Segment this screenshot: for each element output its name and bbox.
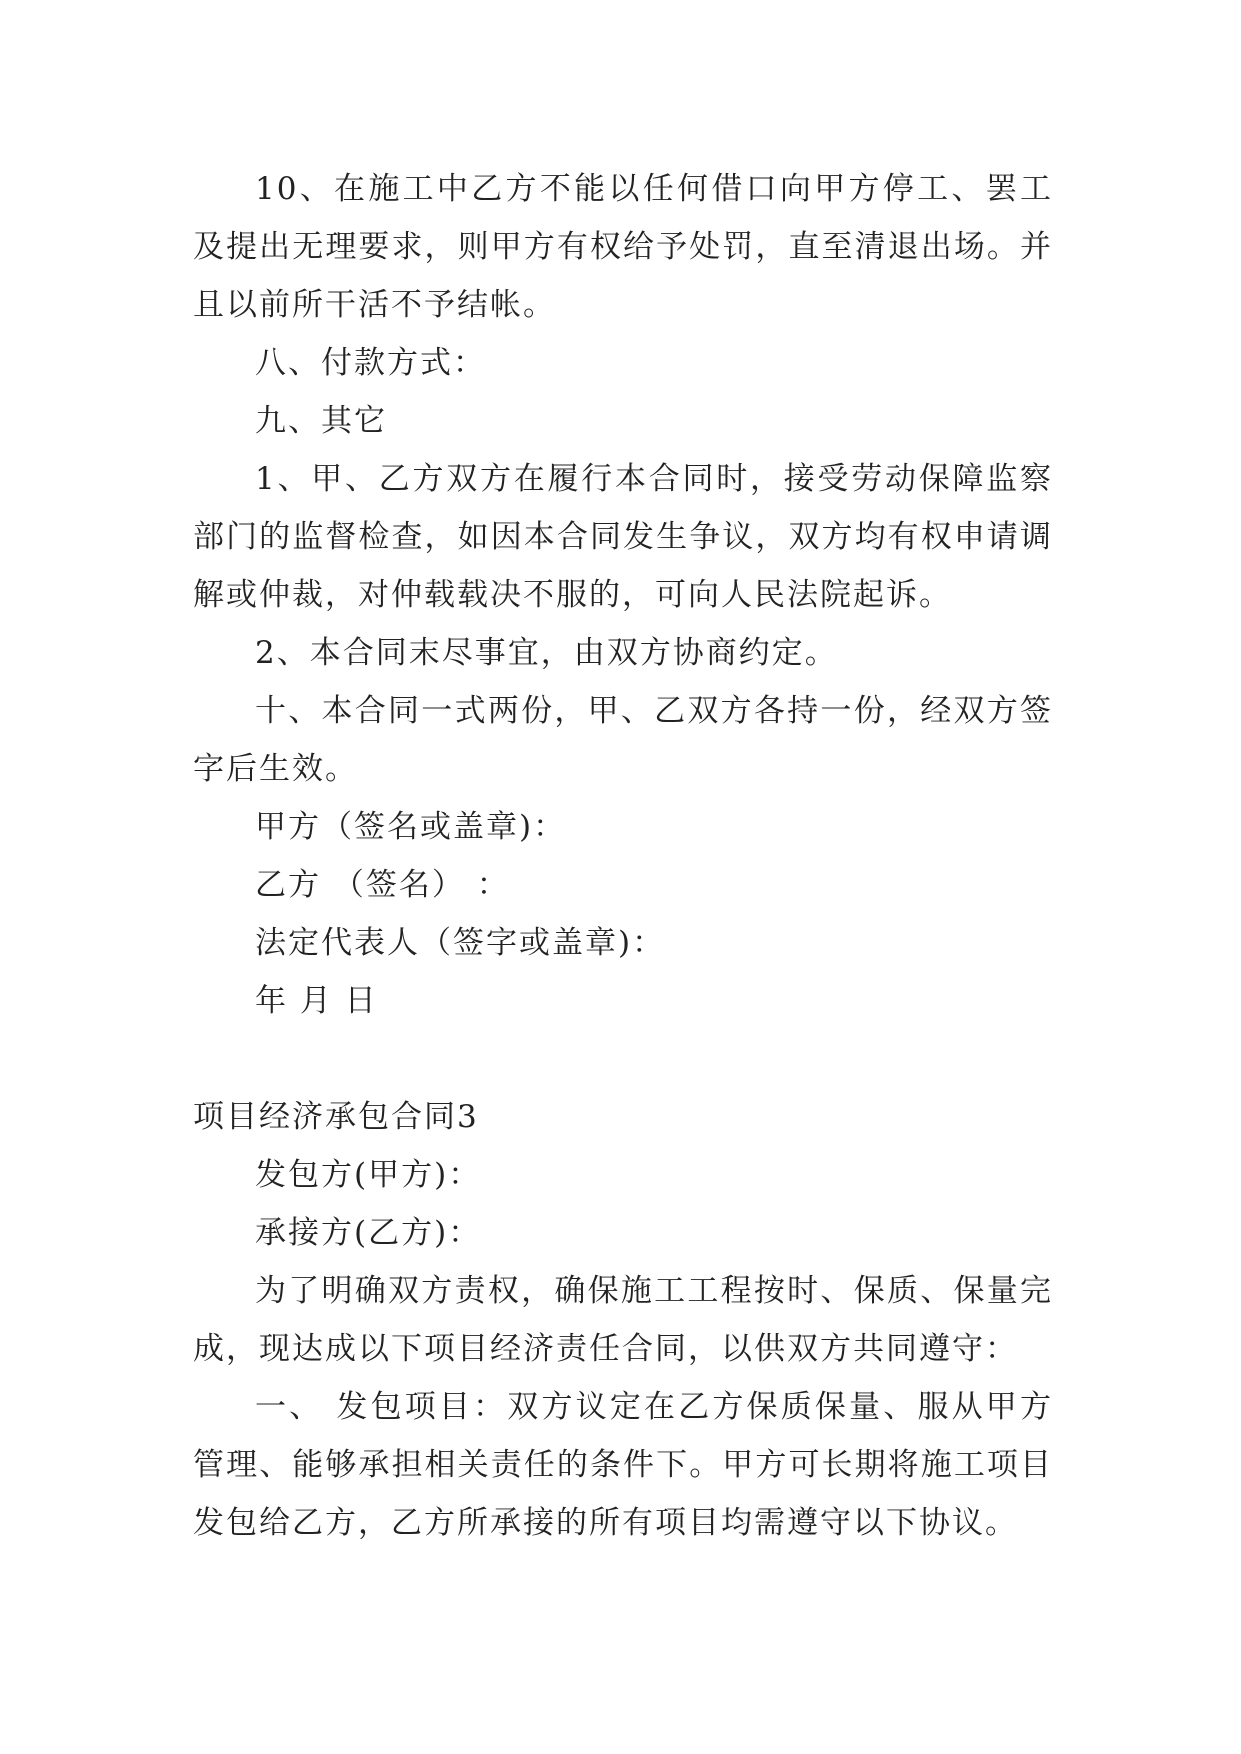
party-b-label: 承接方(乙方)： — [255, 1215, 482, 1251]
item-1-paragraph: 一、 发包项目：双方议定在乙方保质保量、服从甲方管理、能够承担相关责任的条件下。甲方可长期将施工项目发包给乙方，乙方所承接的所有项目均需遵守以下协议。 — [193, 1389, 1053, 1541]
signature-legal-rep: 法定代表人（签字或盖章)： — [255, 925, 666, 961]
signature-party-b: 乙方 （签名） ： — [255, 867, 510, 903]
clause-other-1: 1、甲、乙方双方在履行本合同时，接受劳动保障监察部门的监督检查，如因本合同发生争议，双方均有权申请调解或仲裁，对仲载载决不服的，可向人民法院起诉。 — [193, 461, 1053, 613]
contract-title: 项目经济承包合同3 — [193, 1099, 479, 1135]
spacer — [193, 1030, 1053, 1088]
clause-10: 10、在施工中乙方不能以任何借口向甲方停工、罢工及提出无理要求，则甲方有权给予处罚，直至清退出场。并且以前所干活不予结帐。 — [193, 171, 1053, 323]
section-other: 九、其它 — [255, 403, 387, 439]
intro-paragraph: 为了明确双方责权，确保施工工程按时、保质、保量完成，现达成以下项目经济责任合同，以供双方共同遵守： — [193, 1273, 1053, 1367]
party-a-label: 发包方(甲方)： — [255, 1157, 482, 1193]
signature-date: 年 月 日 — [255, 983, 378, 1019]
clause-other-2: 2、本合同末尽事宜，由双方协商约定。 — [255, 635, 838, 671]
signature-party-a: 甲方（签名或盖章)： — [255, 809, 567, 845]
section-payment: 八、付款方式： — [255, 345, 486, 381]
document-body — [193, 160, 1053, 1552]
section-ten: 十、本合同一式两份，甲、乙双方各持一份，经双方签字后生效。 — [193, 693, 1053, 787]
